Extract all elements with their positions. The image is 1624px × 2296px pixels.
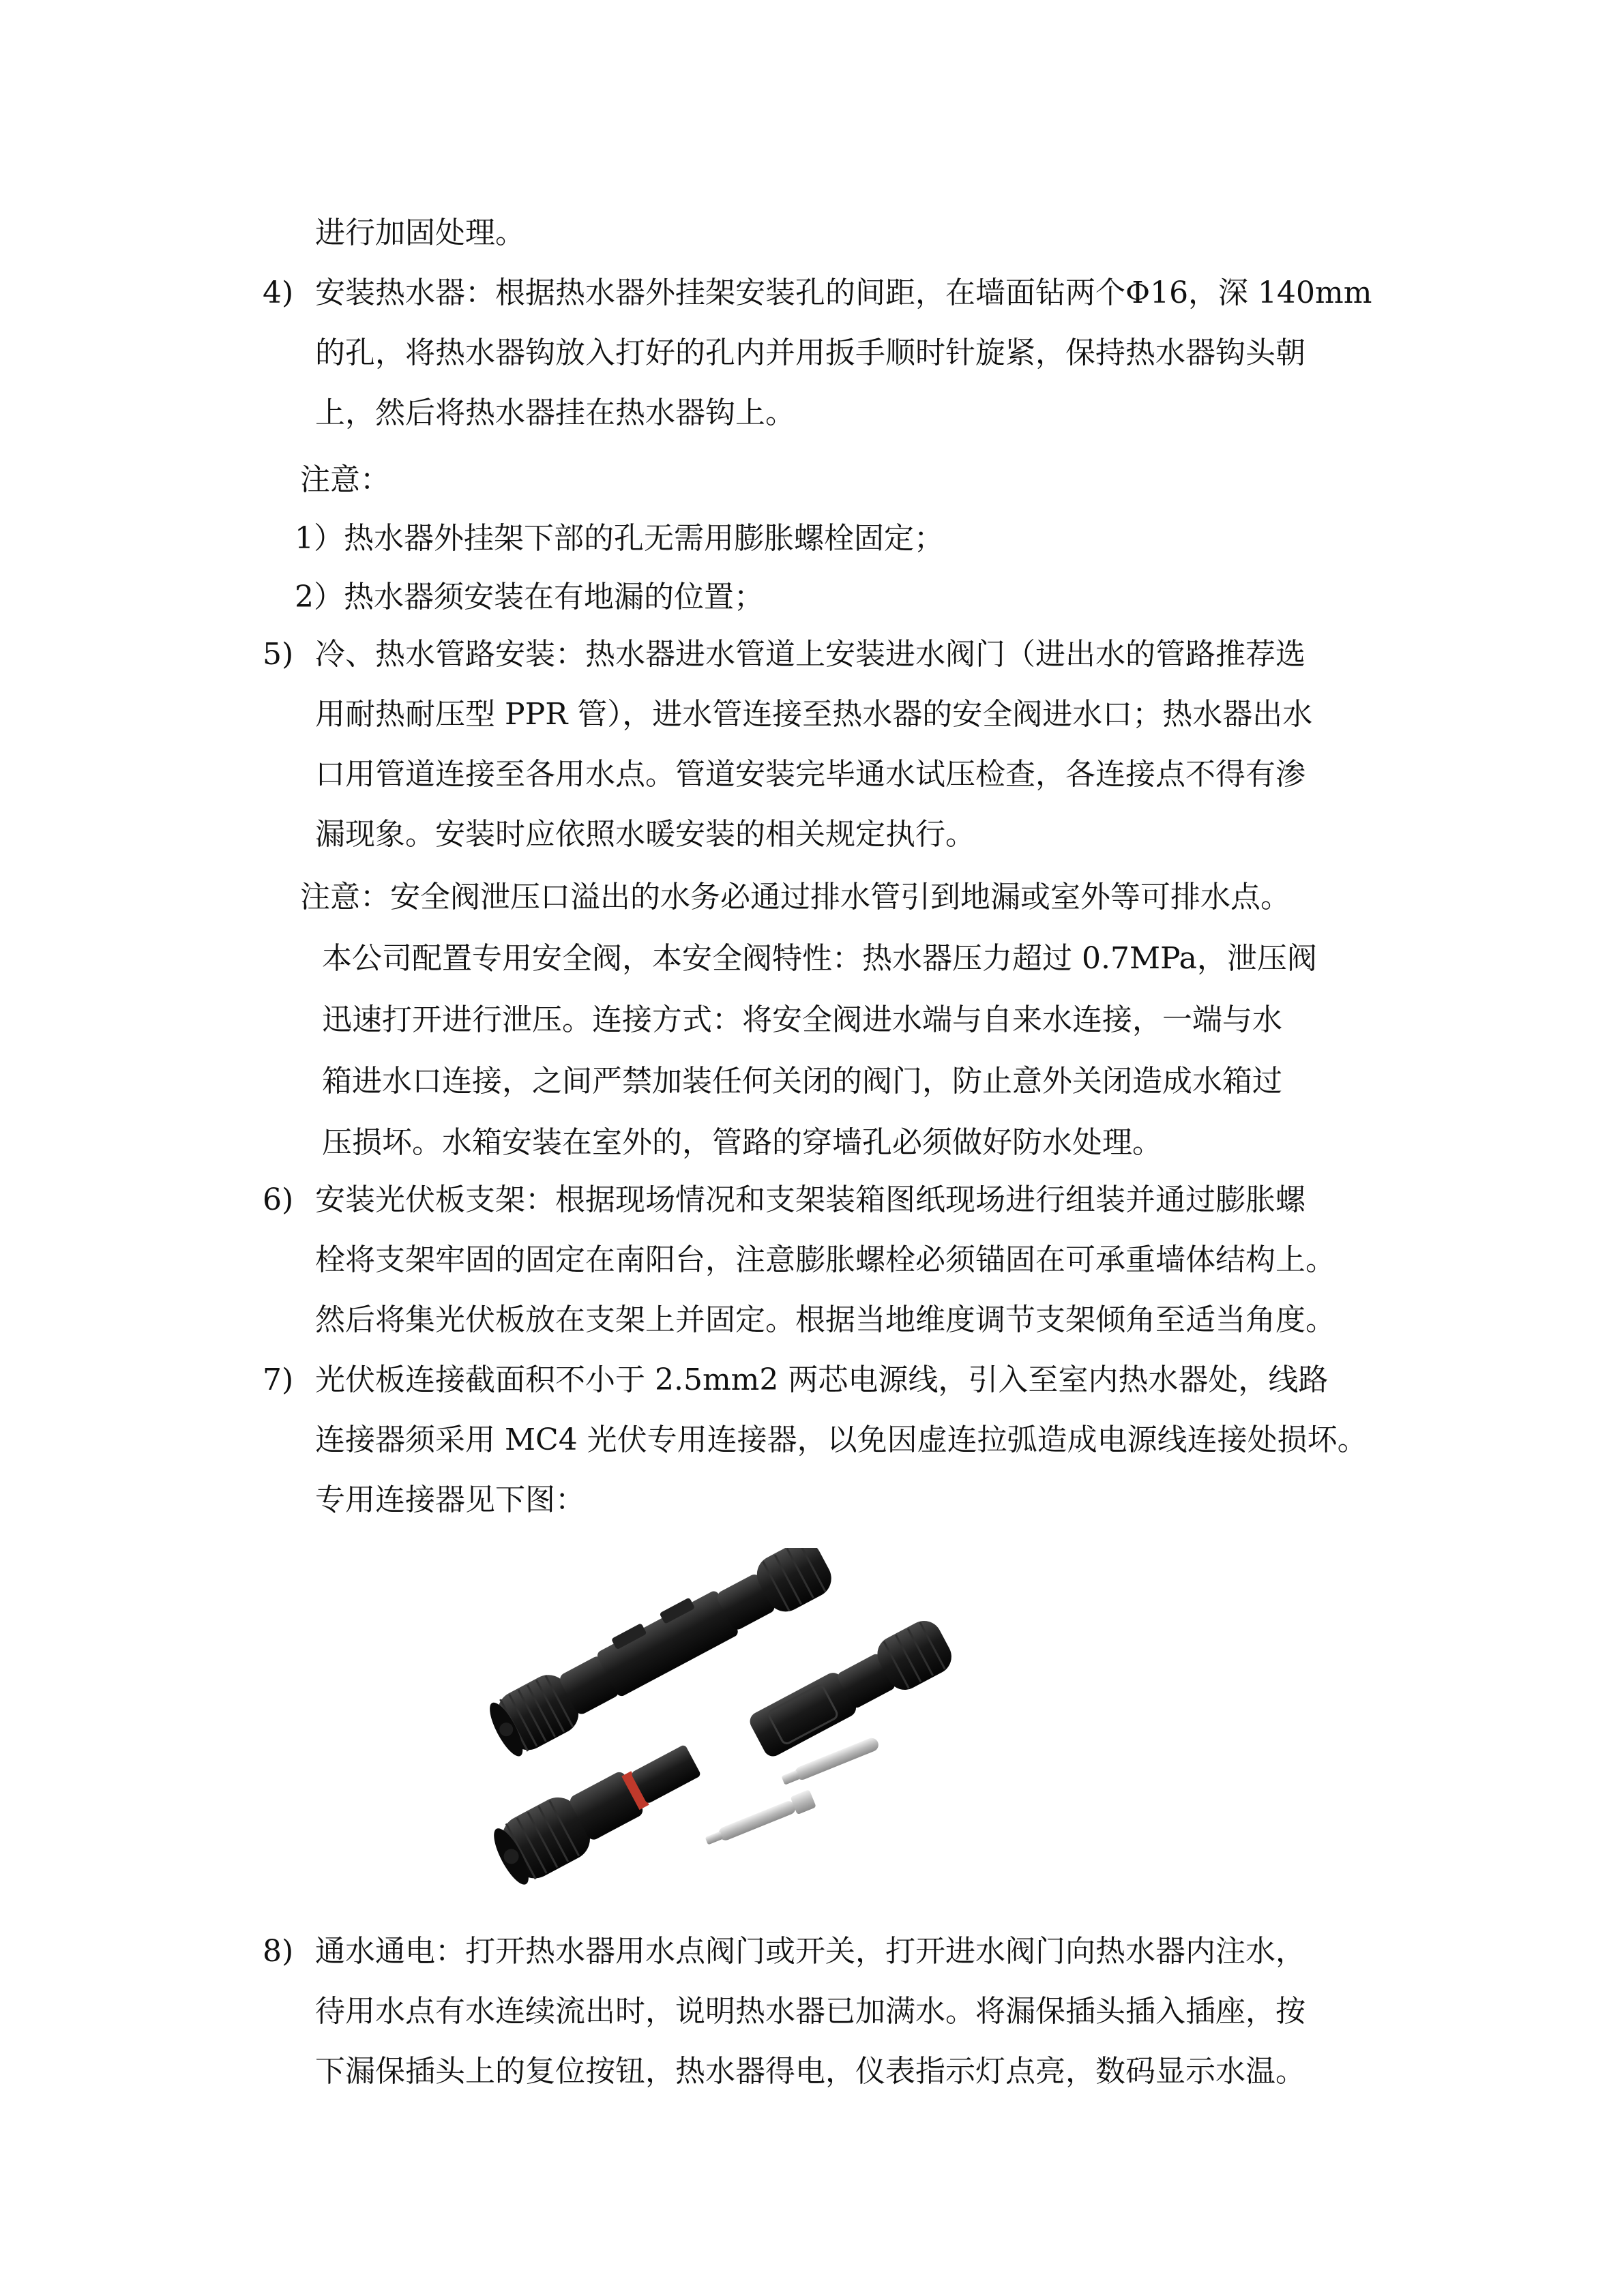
item-number-6: 6) <box>263 1182 294 1217</box>
item-number-8: 8) <box>263 1934 294 1969</box>
item-number-7: 7) <box>263 1362 294 1397</box>
text-line: 光伏板连接截面积不小于 2.5mm2 两芯电源线，引入至室内热水器处，线路 <box>315 1362 1329 1397</box>
text-line: 安装光伏板支架：根据现场情况和支架装箱图纸现场进行组装并通过膨胀螺 <box>315 1182 1305 1217</box>
note-item: 2）热水器须安装在有地漏的位置； <box>295 580 764 614</box>
text-line: 栓将支架牢固的固定在南阳台，注意膨胀螺栓必须锚固在可承重墙体结构上。 <box>315 1242 1335 1277</box>
note-text: 压损坏。水箱安装在室外的，管路的穿墙孔必须做好防水处理。 <box>322 1125 1162 1160</box>
text-line: 连接器须采用 MC4 光伏专用连接器，以免因虚连拉弧造成电源线连接处损坏。 <box>315 1422 1368 1457</box>
item-number-4: 4) <box>263 275 294 310</box>
note-item: 1）热水器外挂架下部的孔无需用膨胀螺栓固定； <box>295 521 944 556</box>
note-text: 本公司配置专用安全阀，本安全阀特性：热水器压力超过 0.7MPa，泄压阀 <box>322 941 1317 976</box>
note-label: 注意： <box>300 462 390 497</box>
text-line: 下漏保插头上的复位按钮，热水器得电，仪表指示灯点亮，数码显示水温。 <box>315 2054 1305 2089</box>
text-line: 口用管道连接至各用水点。管道安装完毕通水试压检查，各连接点不得有渗 <box>315 757 1305 792</box>
text-line: 的孔，将热水器钩放入打好的孔内并用扳手顺时针旋紧，保持热水器钩头朝 <box>315 336 1305 370</box>
text-line: 安装热水器：根据热水器外挂架安装孔的间距，在墙面钻两个Φ16，深 140mm <box>315 275 1372 310</box>
text-line: 待用水点有水连续流出时，说明热水器已加满水。将漏保插头插入插座，按 <box>315 1994 1305 2029</box>
text-line: 然后将集光伏板放在支架上并固定。根据当地维度调节支架倾角至适当角度。 <box>315 1302 1335 1337</box>
text-line: 漏现象。安装时应依照水暖安装的相关规定执行。 <box>315 817 975 852</box>
metal-pin-lower <box>703 1789 816 1850</box>
text-line: 上，然后将热水器挂在热水器钩上。 <box>315 396 795 430</box>
note-text: 注意：安全阀泄压口溢出的水务必通过排水管引到地漏或室外等可排水点。 <box>300 880 1290 914</box>
connector-female <box>745 1615 958 1763</box>
text-line: 通水通电：打开热水器用水点阀门或开关，打开进水阀门向热水器内注水， <box>315 1934 1305 1969</box>
note-text: 迅速打开进行泄压。连接方式：将安全阀进水端与自来水连接，一端与水 <box>322 1002 1282 1037</box>
text-line: 进行加固处理。 <box>315 215 525 250</box>
text-line: 专用连接器见下图： <box>315 1482 585 1517</box>
text-line: 用耐热耐压型 PPR 管），进水管连接至热水器的安全阀进水口；热水器出水 <box>315 697 1313 732</box>
item-number-5: 5) <box>263 637 294 672</box>
note-text: 箱进水口连接，之间严禁加装任何关闭的阀门，防止意外关闭造成水箱过 <box>322 1064 1282 1099</box>
mc4-connector-photo <box>471 1548 1084 1889</box>
text-line: 冷、热水管路安装：热水器进水管道上安装进水阀门（进出水的管路推荐选 <box>315 637 1305 672</box>
